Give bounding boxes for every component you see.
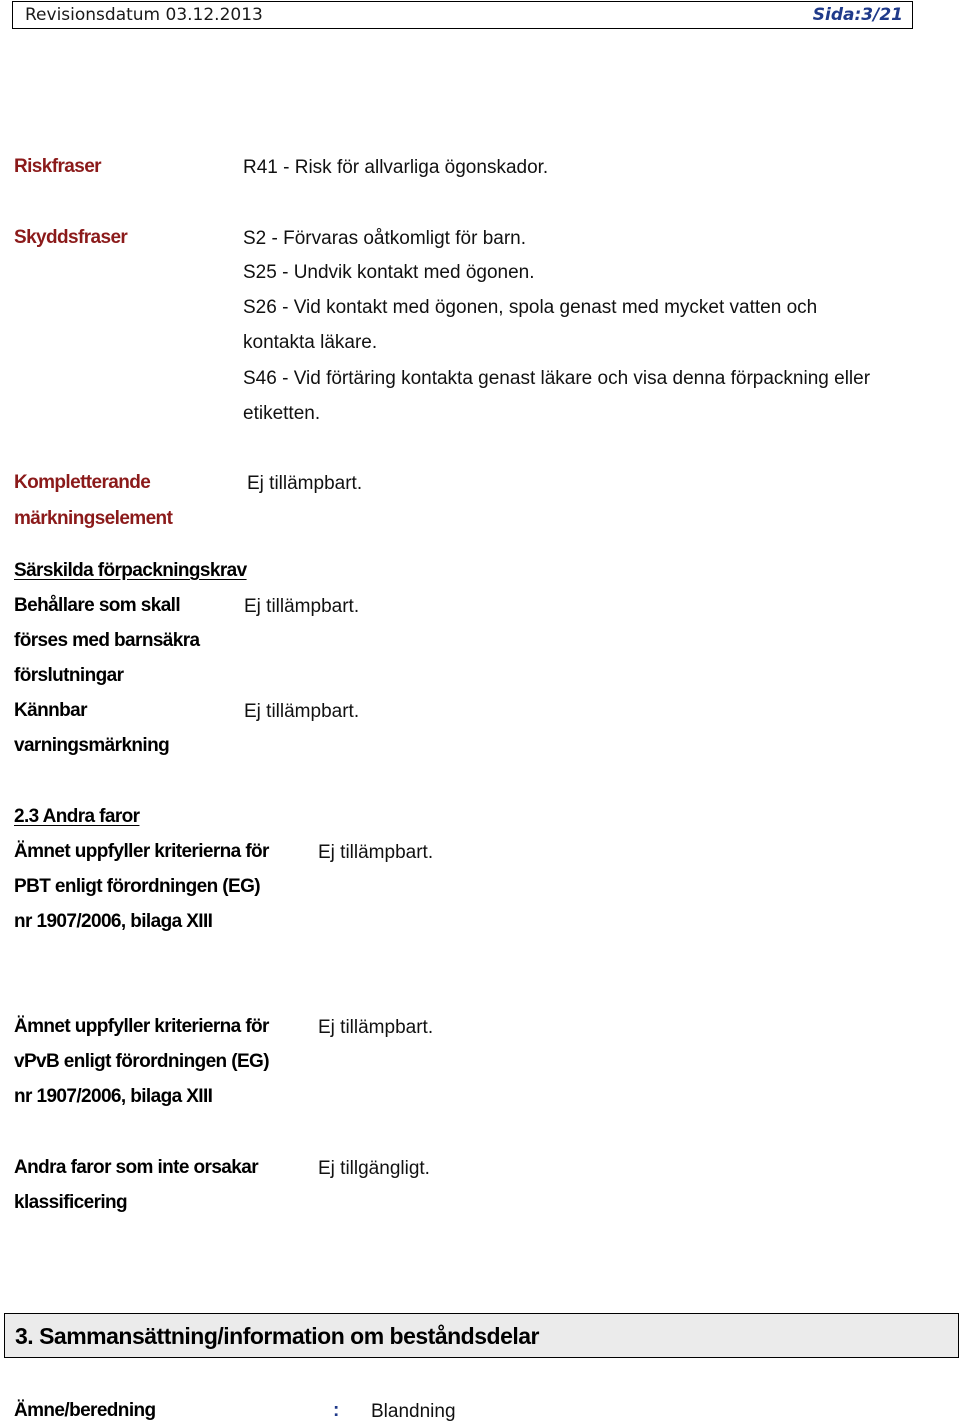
page-header	[12, 1, 913, 29]
kompletterande-label-line: Kompletterande	[14, 472, 151, 493]
skyddsfras-line: kontakta läkare.	[243, 332, 378, 353]
kannbar-label-line: varningsmärkning	[14, 735, 170, 756]
kompletterande-value: Ej tillämpbart.	[247, 473, 363, 494]
behallare-label-line: Behållare som skall	[14, 595, 181, 616]
pbt-value: Ej tillämpbart.	[318, 842, 434, 863]
kompletterande-label-line: märkningselement	[14, 508, 173, 529]
skyddsfras-line: S46 - Vid förtäring kontakta genast läkare och visa denna förpackning eller	[243, 368, 871, 389]
ovriga-value: Ej tillgängligt.	[318, 1158, 430, 1179]
vpvb-label-line: Ämnet uppfyller kriterierna för	[14, 1016, 269, 1037]
vpvb-label-line: vPvB enligt förordningen (EG)	[14, 1051, 269, 1072]
behallare-value: Ej tillämpbart.	[244, 596, 360, 617]
kannbar-value: Ej tillämpbart.	[244, 701, 360, 722]
ovriga-label-line: klassificering	[14, 1192, 128, 1213]
section-3-header	[4, 1313, 959, 1358]
amne-separator: :	[333, 1400, 340, 1421]
pbt-label-line: Ämnet uppfyller kriterierna för	[14, 841, 269, 862]
pbt-label-line: nr 1907/2006, bilaga XIII	[14, 911, 213, 932]
amne-label: Ämne/beredning	[14, 1400, 156, 1421]
section-3-title: 3. Sammansättning/information om beståndsdelar	[15, 1323, 539, 1349]
riskfraser-label: Riskfraser	[14, 156, 101, 177]
kannbar-label-line: Kännbar	[14, 700, 87, 721]
sarskilda-heading: Särskilda förpackningskrav	[14, 560, 247, 581]
amne-value: Blandning	[371, 1401, 456, 1422]
skyddsfraser-label: Skyddsfraser	[14, 227, 128, 248]
pbt-label-line: PBT enligt förordningen (EG)	[14, 876, 261, 897]
skyddsfras-line: S26 - Vid kontakt med ögonen, spola genast med mycket vatten och	[243, 297, 818, 318]
vpvb-value: Ej tillämpbart.	[318, 1017, 434, 1038]
page-number: Sida:3/21	[812, 5, 903, 25]
revision-date: Revisionsdatum 03.12.2013	[25, 5, 263, 25]
vpvb-label-line: nr 1907/2006, bilaga XIII	[14, 1086, 213, 1107]
skyddsfras-line: S2 - Förvaras oåtkomligt för barn.	[243, 228, 526, 249]
behallare-label-line: förslutningar	[14, 665, 124, 686]
andra-faror-heading: 2.3 Andra faror	[14, 806, 140, 827]
skyddsfras-line: etiketten.	[243, 403, 321, 424]
behallare-label-line: förses med barnsäkra	[14, 630, 200, 651]
skyddsfras-line: S25 - Undvik kontakt med ögonen.	[243, 262, 535, 283]
riskfraser-value: R41 - Risk för allvarliga ögonskador.	[243, 157, 549, 178]
ovriga-label-line: Andra faror som inte orsakar	[14, 1157, 259, 1178]
